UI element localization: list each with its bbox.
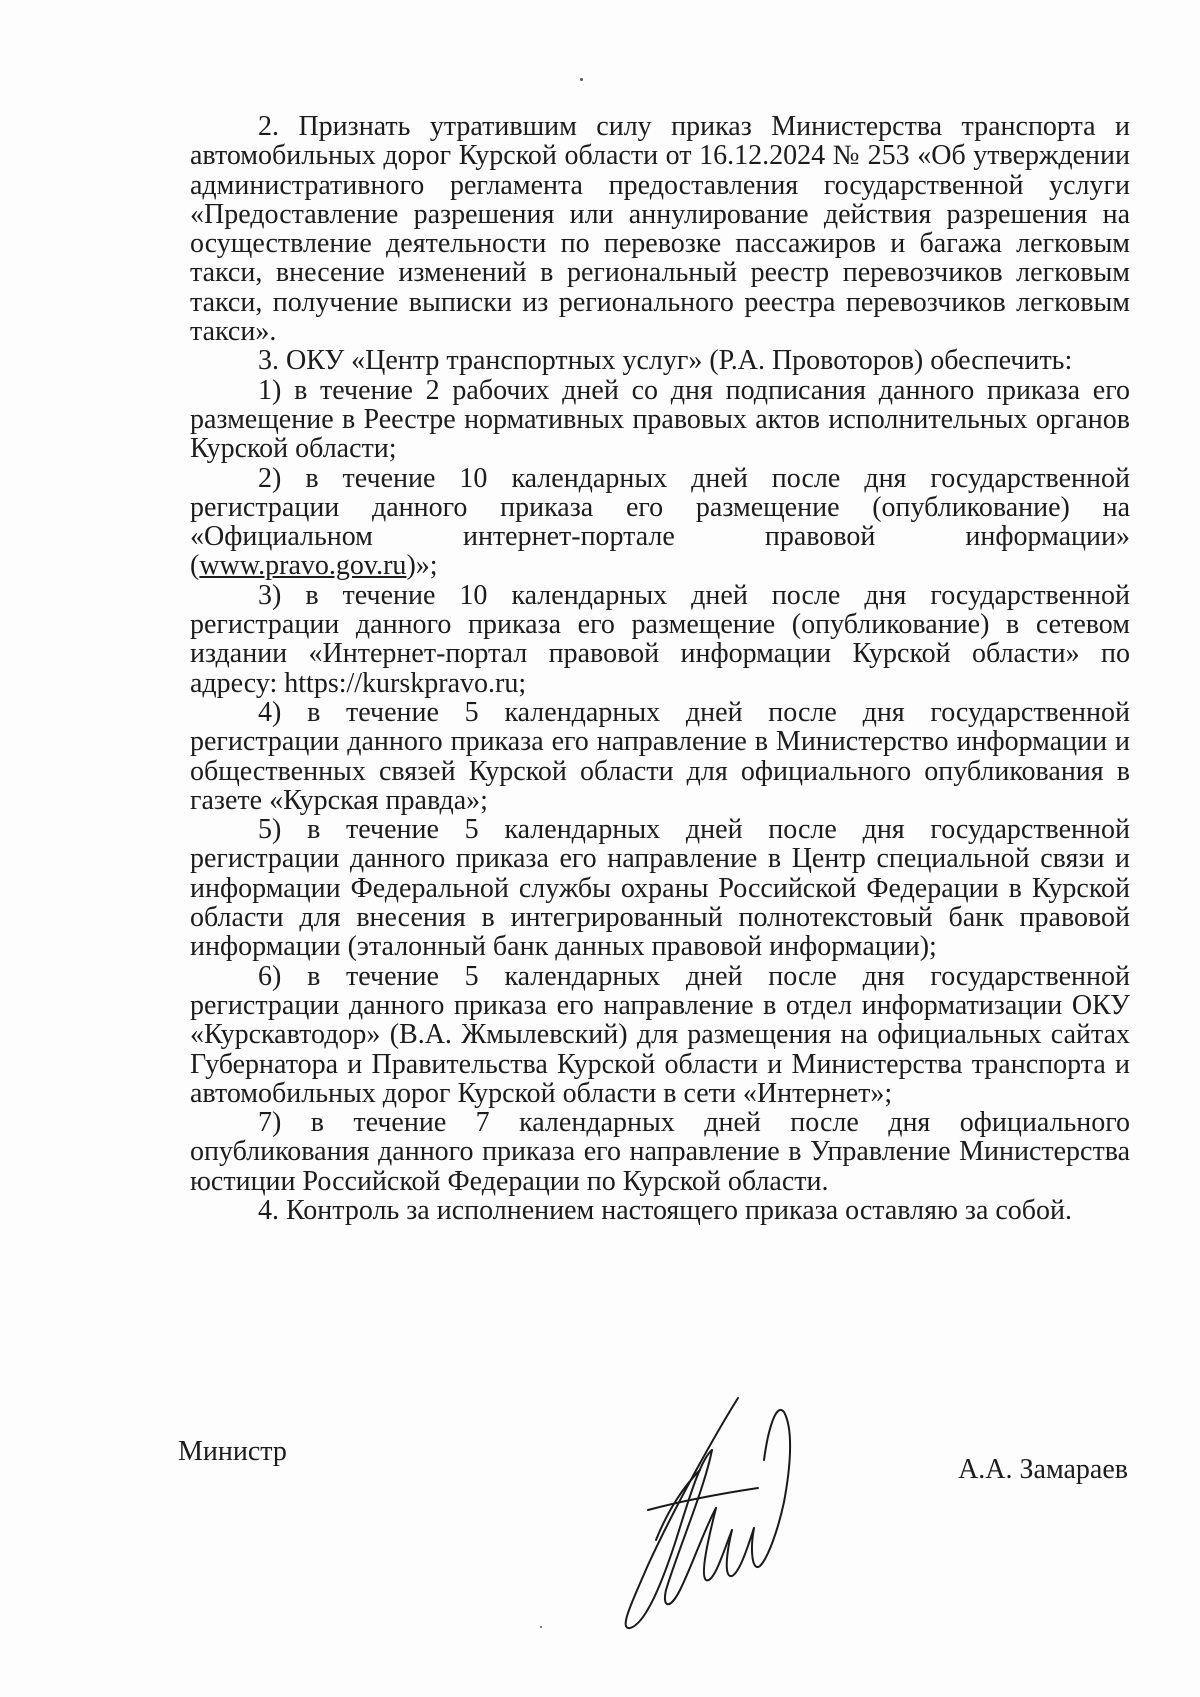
- list-item-6: 6) в течение 5 календарных дней после дня государственной регистрации данного приказа его направление в отдел информатизации ОКУ «Курскавтодор» (В.А. Жмылевский) для размещения на официальных сайтах Губернатора и Правительства Курской области и Министерства транспорта и автомобильных дорог Курской области в сети «Интернет»;: [190, 960, 1130, 1109]
- list-item-5: 5) в течение 5 календарных дней после дня государственной регистрации данного приказа его направление в Центр специальной связи и информации Федеральной службы охраны Российской Федерации в Курской области для внесения в интегрированный полнотекстовый банк правовой информации (эталонный банк данных правовой информации);: [190, 814, 1130, 963]
- paragraph-okU-duties: 3. ОКУ «Центр транспортных услуг» (Р.А. Провоторов) обеспечить:: [258, 345, 1073, 377]
- signer-position: Министр: [178, 1436, 287, 1467]
- paragraph-repeal: 2. Признать утратившим силу приказ Министерства транспорта и автомобильных дорог Курской области от 16.12.2024 № 253 «Об утверждении административного регламента предоставления государственной услуги «Предоставление разрешения или аннулирование действия разрешения на осуществление деятельности по перевозке пассажиров и багажа легковым такси, внесение изменений в региональный реестр перевозчиков легковым такси, получение выписки из регионального реестра перевозчиков легковым такси».: [190, 111, 1130, 348]
- signer-name: А.А. Замараев: [958, 1454, 1128, 1485]
- list-item-2-tail: )»;: [406, 550, 438, 582]
- signature-block: [178, 1436, 1128, 1656]
- document-body: [190, 112, 1130, 1225]
- paragraph-control: 4. Контроль за исполнением настоящего приказа оставляю за собой.: [258, 1194, 1073, 1226]
- pravo-gov-link: www.pravo.gov.ru: [199, 550, 407, 582]
- list-item-3: 3) в течение 10 календарных дней после дня государственной регистрации данного приказа его размещение (опубликование) в сетевом издании «Интернет-портал правовой информации Курской области» по адресу: https://kurskpravo.ru;: [190, 579, 1130, 699]
- list-item-4: 4) в течение 5 календарных дней после дня государственной регистрации данного приказа его направление в Министерство информации и общественных связей Курской области для официального опубликования в газете «Курская правда»;: [190, 696, 1130, 816]
- list-item-2-text: 2) в течение 10 календарных дней после дня государственной регистрации данного приказа его размещение (опубликование) на «Официальном интернет-портале правовой информации» (: [190, 462, 1130, 582]
- scan-speck: [580, 78, 583, 81]
- list-item-1: 1) в течение 2 рабочих дней со дня подписания данного приказа его размещение в Реестре нормативных правовых актов исполнительных органов Курской области;: [190, 374, 1130, 465]
- list-item-7: 7) в течение 7 календарных дней после дня официального опубликования данного приказа его направление в Управление Министерства юстиции Российской Федерации по Курской области.: [190, 1107, 1130, 1197]
- list-item-2: [190, 464, 1130, 581]
- handwritten-signature: [608, 1390, 798, 1640]
